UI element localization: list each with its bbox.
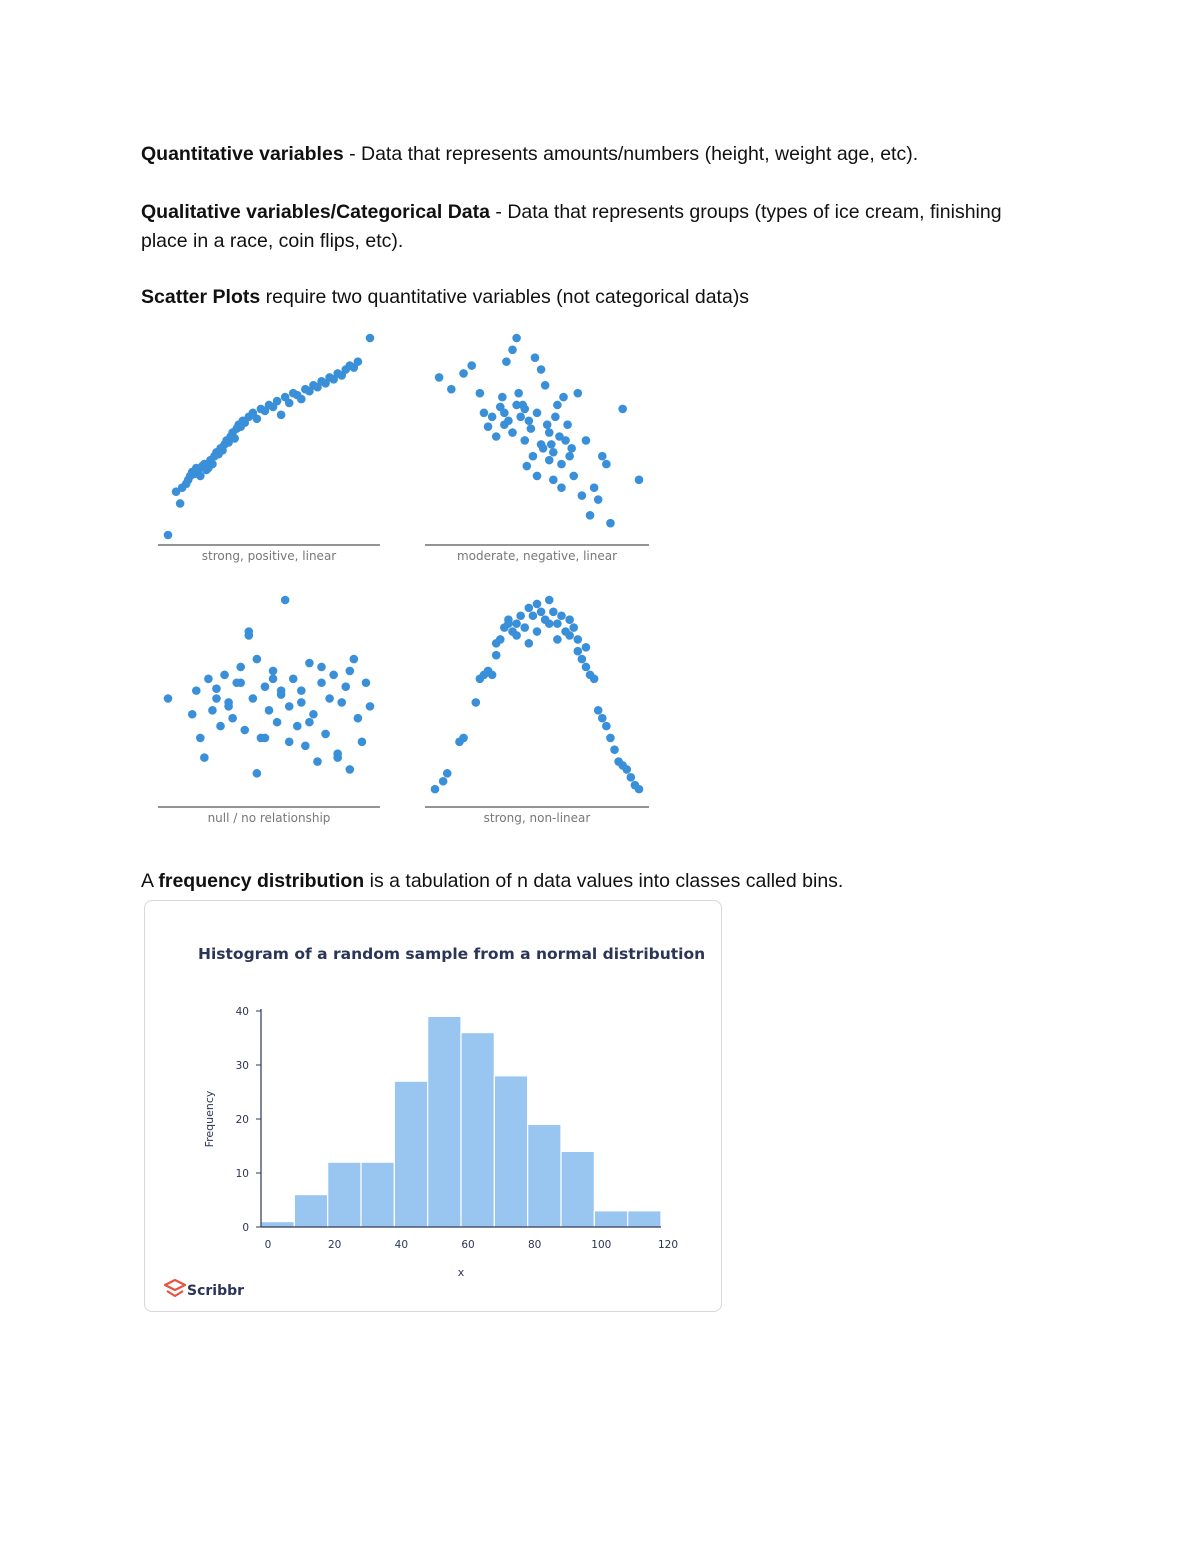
scatter-point [518,401,527,410]
scatter-point [586,511,595,520]
scatter-point [350,655,359,664]
scatter-point [492,639,501,648]
scatter-point [480,409,489,418]
scatter-point [516,611,525,620]
scatter-point [545,619,554,628]
scatter-point [297,395,306,404]
scatter-point [208,460,217,469]
scatter-point [325,694,334,703]
histogram-x-tick-label: 80 [527,1239,542,1251]
scatter-point [512,631,521,640]
scatter-point [208,706,217,715]
scatter-point [559,393,568,402]
scatter-point [502,357,511,366]
scatter-point [289,675,298,684]
scatter-panel-2 [425,334,649,563]
scatter-point [354,714,363,723]
scatter-point [212,694,221,703]
scatter-figure [150,330,660,830]
scatter-point [200,753,209,762]
scatter-term: Scatter Plots [141,286,261,308]
scatter-caption: moderate, negative, linear [456,549,618,563]
histogram-bar [261,1222,294,1227]
scatter-point [354,357,363,366]
scatter-point [224,702,233,711]
scatter-point [492,651,501,660]
scatter-point [578,655,587,664]
scatter-point [297,698,306,707]
scribbr-logo [165,1280,244,1299]
scatter-point [245,627,254,636]
scatter-point [277,411,286,420]
scribbr-mark-icon [165,1280,185,1290]
scatter-point [545,428,554,437]
histogram-bar [394,1081,427,1227]
scatter-point [164,531,173,540]
histogram-y-tick-label: 40 [235,1006,249,1018]
scatter-point [520,436,529,445]
scatter-point [582,436,591,445]
scatter-point [269,667,278,676]
histogram-bar [628,1211,661,1227]
scatter-point [285,738,294,747]
scatter-point [476,389,485,398]
scatter-point [498,393,507,402]
scatter-point [527,424,536,433]
scatter-point [435,373,444,382]
scatter-point [569,472,578,481]
scatter-definition [141,283,1041,312]
scatter-point [533,627,542,636]
scatter-point [565,615,574,624]
histogram-svg [145,901,721,1311]
histogram-x-tick-label: 120 [657,1239,679,1251]
scatter-point [545,456,554,465]
scatter-point [500,409,509,418]
scatter-point [557,460,566,469]
scatter-point [492,432,501,441]
scatter-point [362,678,371,687]
scatter-point [459,369,468,378]
histogram-bar [494,1076,527,1227]
scatter-point [366,334,375,343]
scatter-text: require two quantitative variables (not categorical data)s [260,286,750,308]
scatter-point [236,663,245,672]
scatter-point [551,413,560,422]
histogram-x-tick-label: 20 [327,1239,342,1251]
scatter-point [341,682,350,691]
frequency-lead: A [141,870,159,892]
scatter-point [467,361,476,370]
scatter-point [443,769,452,778]
scatter-caption: null / no relationship [207,811,331,825]
scatter-point [512,334,521,343]
scatter-point [557,483,566,492]
scatter-point [176,499,185,508]
scatter-point [533,409,542,418]
histogram-bar [428,1016,461,1227]
scatter-point [520,623,529,632]
scatter-point [594,495,603,504]
scatter-point [598,714,607,723]
histogram-x-tick-label: 100 [591,1239,612,1251]
frequency-definition [141,867,1041,896]
frequency-term: frequency distribution [158,870,365,892]
scatter-point [529,611,538,620]
scatter-point [472,698,481,707]
scatter-point [313,757,322,766]
quantitative-term: Quantitative variables [141,143,344,165]
scatter-point [277,686,286,695]
scatter-point [561,436,570,445]
scatter-point [533,600,542,609]
scatter-point [523,462,532,471]
scatter-point [240,726,249,735]
scatter-point [567,444,576,453]
histogram-y-tick-label: 10 [235,1168,249,1180]
scatter-point [516,413,525,422]
scatter-point [261,734,270,743]
scatter-point [574,389,583,398]
scatter-point [236,678,245,687]
histogram-x-tick-label: 60 [461,1239,475,1251]
scatter-point [329,671,338,680]
scatter-point [508,346,517,355]
scatter-point [602,722,611,731]
scatter-point [537,608,546,617]
scatter-point [346,765,355,774]
histogram-bar [561,1151,594,1227]
scatter-point [547,440,556,449]
scatter-point [366,702,375,711]
histogram-y-tick-label: 0 [242,1222,249,1234]
scatter-point [285,399,294,408]
scatter-point [525,604,534,613]
scatter-panel-3 [158,596,380,825]
scatter-point [265,706,274,715]
scatter-point [488,413,497,422]
scatter-point [484,422,493,431]
quantitative-definition [141,140,1041,169]
scatter-panel-4 [425,596,649,825]
scatter-point [543,420,552,429]
scatter-point [531,353,540,362]
scatter-point [514,389,523,398]
scatter-point [590,675,599,684]
scatter-point [563,420,572,429]
scatter-point [273,397,282,406]
scatter-point [635,785,644,794]
histogram-bar [594,1211,627,1227]
scatter-point [337,698,346,707]
qualitative-term: Qualitative variables/Categorical Data [141,201,490,223]
scatter-point [358,738,367,747]
scatter-point [317,663,326,672]
scatter-point [504,619,513,628]
scatter-point [598,452,607,461]
scatter-point [525,416,534,425]
qualitative-definition [141,198,1041,256]
scatter-point [582,663,591,672]
scatter-point [439,777,448,786]
scatter-point [618,405,627,414]
scatter-point [196,734,205,743]
scatter-point [578,491,587,500]
scatter-point [541,381,550,390]
scatter-point [293,722,302,731]
scatter-point [545,596,554,605]
scatter-caption: strong, non-linear [483,811,591,825]
scatter-point [253,655,262,664]
scatter-point [305,718,314,727]
scatter-point [529,452,538,461]
scatter-point [537,365,546,374]
scatter-point [273,718,282,727]
scatter-point [622,765,631,774]
scatter-point [301,741,310,750]
scatter-point [253,769,262,778]
scatter-point [321,730,330,739]
scatter-point [606,734,615,743]
scatter-point [508,428,517,437]
scatter-point [582,643,591,652]
scatter-point [297,686,306,695]
scatter-point [333,749,342,758]
histogram-card [144,900,722,1312]
scatter-point [553,635,562,644]
scatter-point [602,460,611,469]
scatter-point [488,671,497,680]
scatter-point [305,659,314,668]
scatter-point [317,678,326,687]
scatter-point [253,414,262,423]
histogram-bar [328,1162,361,1227]
histogram-bar [294,1195,327,1227]
scatter-point [447,385,456,394]
frequency-text: is a tabulation of n data values into classes called bins. [364,870,844,892]
histogram-y-tick-label: 30 [235,1060,249,1072]
qualitative-text: - Data that represents groups (types of ice cream, finishing place in a race, coin flips, etc). [141,201,1002,252]
scatter-point [590,483,599,492]
quantitative-text: - Data that represents amounts/numbers (height, weight age, etc). [343,143,919,165]
scatter-point [261,682,270,691]
histogram-bar [461,1033,494,1227]
scatter-point [557,611,566,620]
scatter-point [574,635,583,644]
scatter-point [635,476,644,485]
histogram-x-tick-label: 40 [394,1239,409,1251]
scatter-point [549,448,558,457]
scatter-point [553,401,562,410]
scatter-point [220,671,229,680]
scatter-point [285,702,294,711]
scribbr-mark-icon [167,1291,183,1296]
scatter-point [565,631,574,640]
scatter-point [500,420,509,429]
scatter-plots-svg [150,330,660,830]
histogram-bar [361,1162,394,1227]
scatter-point [249,694,258,703]
scatter-point [533,472,542,481]
scatter-point [565,452,574,461]
scatter-panel-1 [158,334,380,563]
scatter-point [216,722,225,731]
scatter-point [212,684,221,693]
scatter-point [346,667,355,676]
scatter-point [459,734,468,743]
scatter-point [610,745,619,754]
scatter-point [192,686,201,695]
scatter-point [549,608,558,617]
scatter-point [574,647,583,656]
scatter-point [228,714,237,723]
scatter-point [569,623,578,632]
scatter-point [164,694,173,703]
scatter-point [269,675,278,684]
scatter-caption: strong, positive, linear [201,549,337,563]
scatter-point [549,476,558,485]
scatter-point [606,519,615,528]
histogram-y-tick-label: 20 [235,1114,249,1126]
histogram-title: Histogram of a random sample from a normal distribution [198,945,706,963]
scatter-point [512,619,521,628]
histogram-bar [528,1124,561,1227]
scatter-point [188,710,197,719]
histogram-x-label: x [457,1266,465,1279]
scatter-point [525,639,534,648]
scatter-point [431,785,440,794]
histogram-y-label: Frequency [203,1090,216,1148]
scatter-point [627,773,636,782]
scatter-point [281,596,290,605]
scatter-point [553,619,562,628]
scatter-point [594,706,603,715]
scatter-point [204,675,213,684]
histogram-x-tick-label: 0 [264,1239,272,1251]
scatter-point [309,710,318,719]
scribbr-wordmark: Scribbr [187,1283,245,1299]
scatter-point [230,434,239,443]
scatter-point [539,444,548,453]
